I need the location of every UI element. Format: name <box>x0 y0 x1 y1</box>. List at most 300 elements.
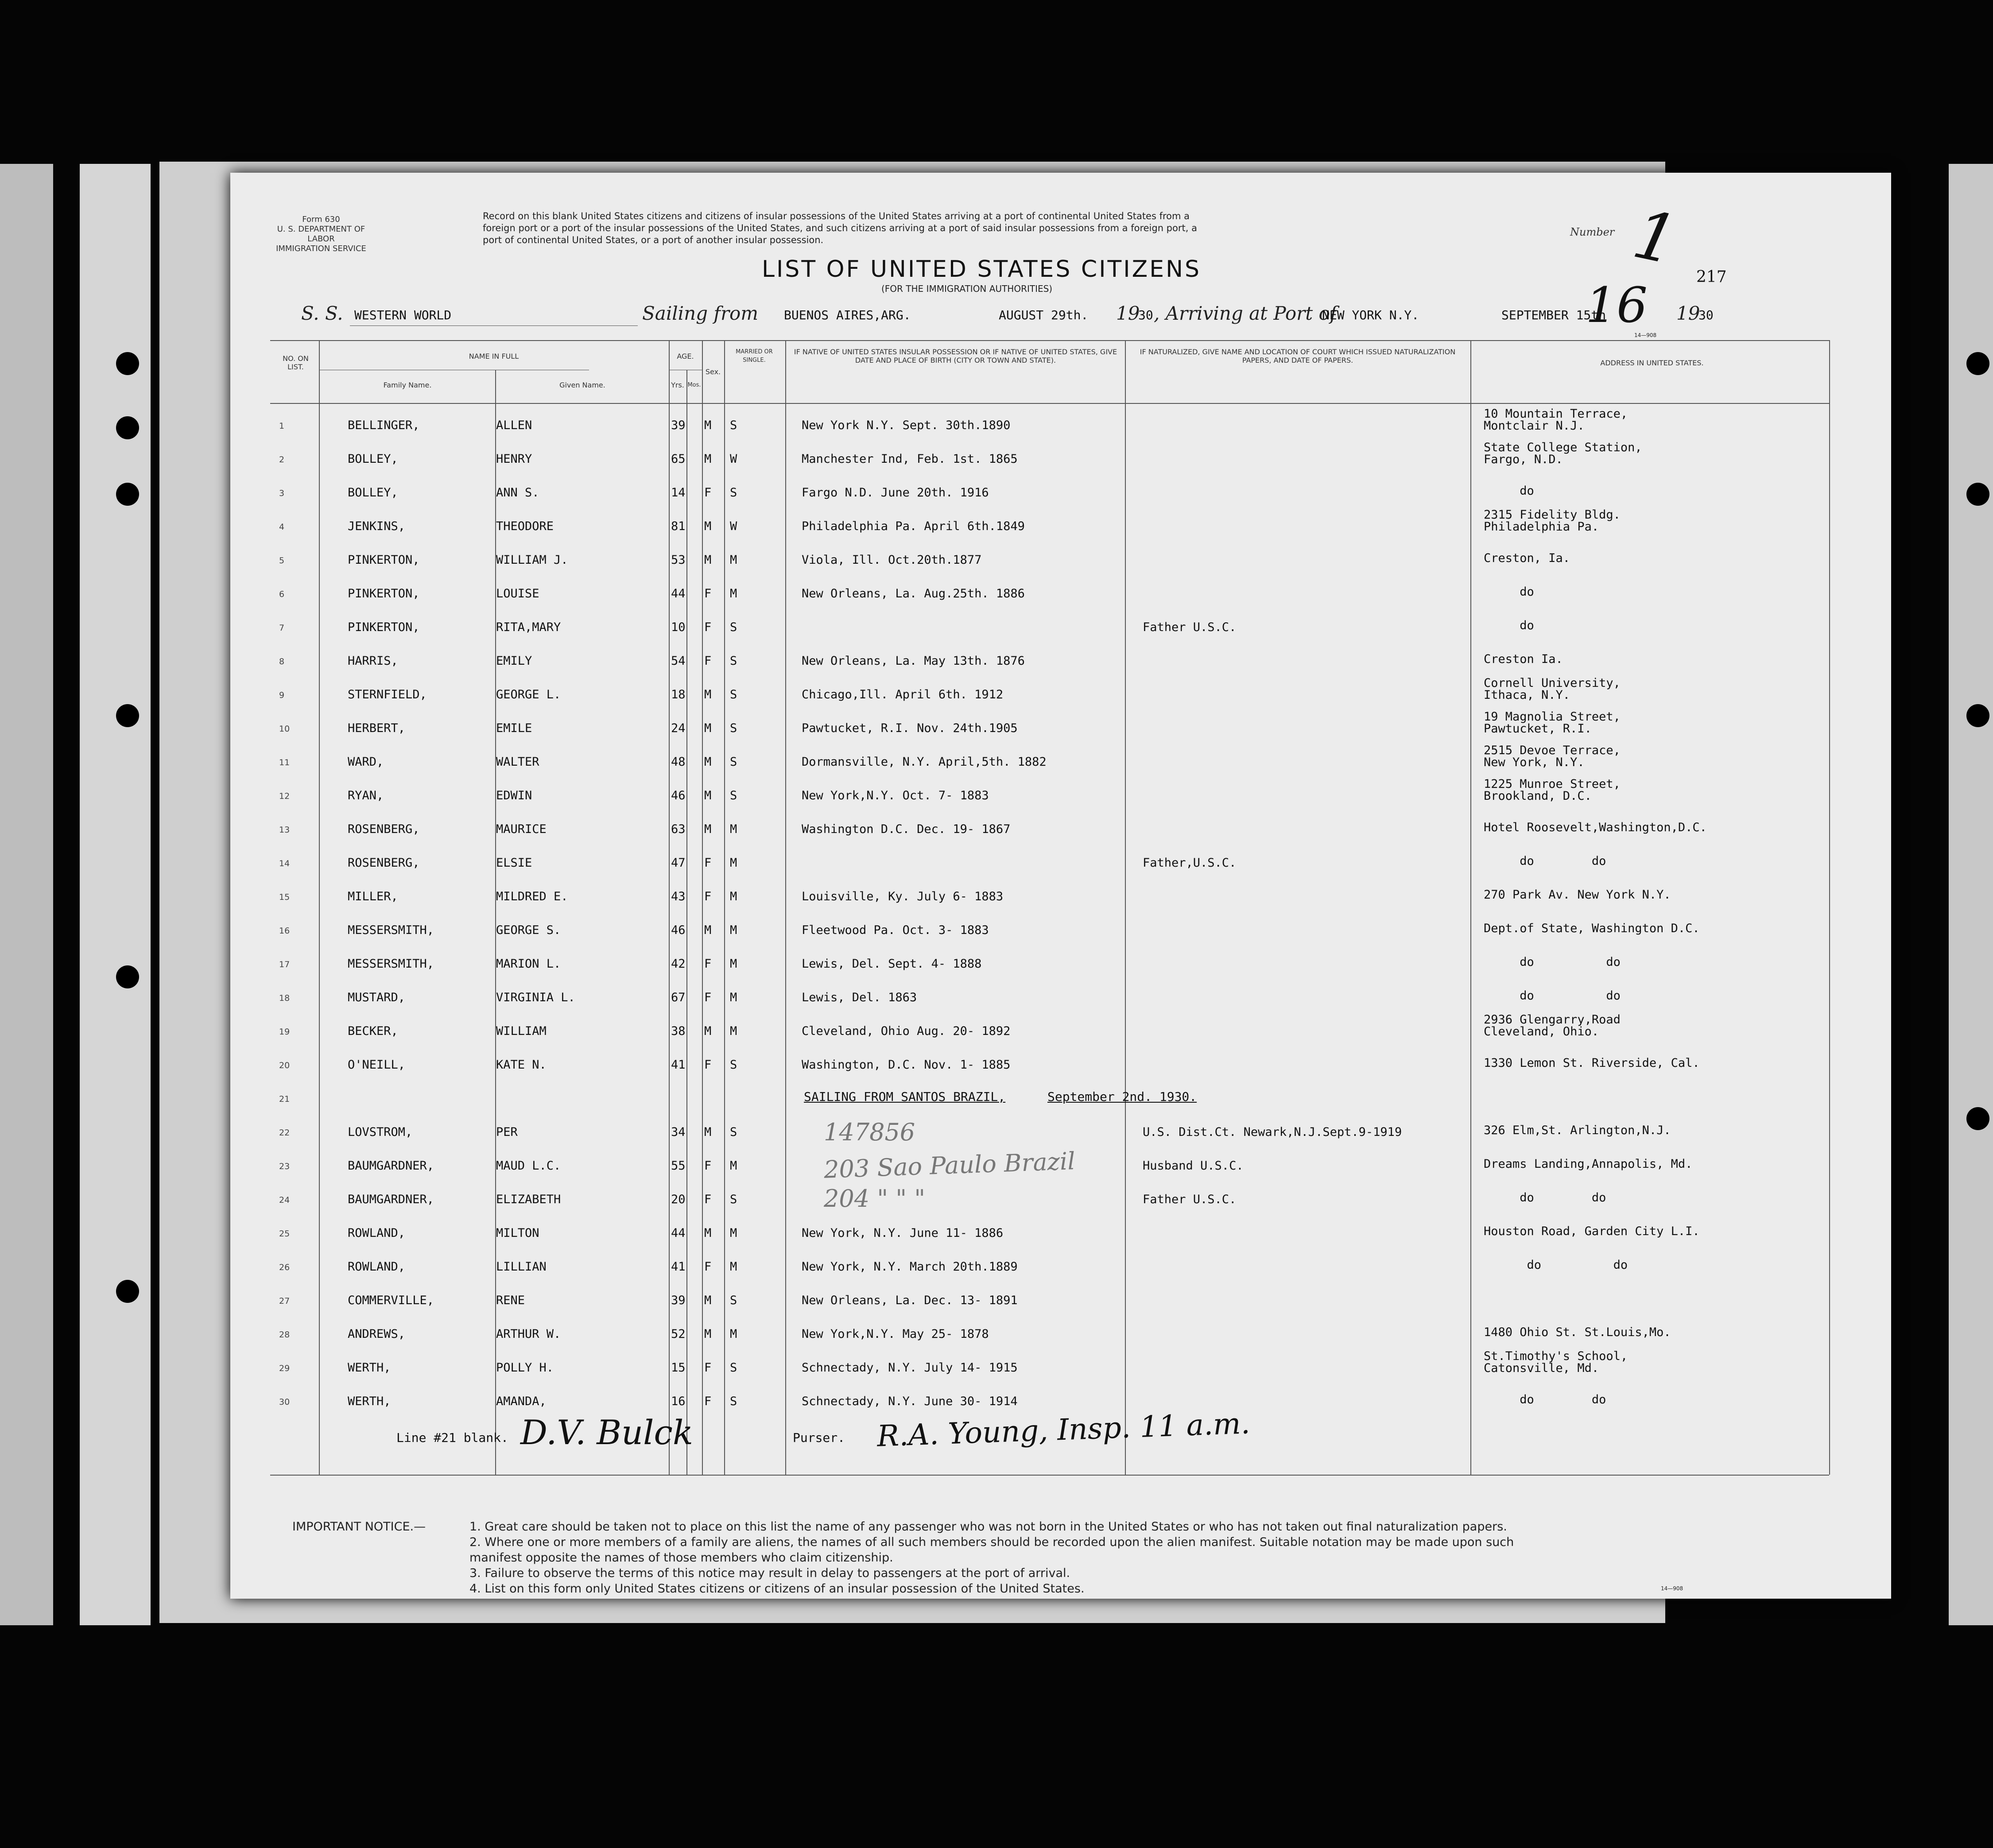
cell-ms: S <box>730 789 737 802</box>
punch-hole <box>116 1280 139 1303</box>
cell-birth: Cleveland, Ohio Aug. 20- 1892 <box>802 1024 1011 1038</box>
cell-family: PINKERTON, <box>348 620 420 634</box>
cell-no: 21 <box>279 1094 290 1104</box>
cell-yrs: 46 <box>671 923 686 937</box>
cell-ms: S <box>730 1058 737 1072</box>
cell-nat: Father U.S.C. <box>1143 620 1237 634</box>
notice-item: 2. Where one or more members of a family are aliens, the names of all such members should be recorded upon the alien manifest. Suitable notation may be made upon such <box>469 1535 1514 1549</box>
cell-birth: Schnectady, N.Y. July 14- 1915 <box>802 1361 1018 1375</box>
cell-ms: M <box>730 923 737 937</box>
cell-given: ANN S. <box>496 486 539 500</box>
table-row <box>230 616 1891 649</box>
manifest-page <box>230 173 1891 1599</box>
cell-yrs: 54 <box>671 654 686 668</box>
notice-item: 3. Failure to observe the terms of this notice may result in delay to passengers at the port of arrival. <box>469 1566 1070 1580</box>
cell-family: STERNFIELD, <box>348 688 427 701</box>
cell-family: BAUMGARDNER, <box>348 1193 434 1206</box>
cell-given: LOUISE <box>496 587 539 601</box>
notice-item: manifest opposite the names of those members who claim citizenship. <box>469 1551 893 1565</box>
table-row <box>230 441 1891 480</box>
cell-sex: M <box>704 1024 712 1038</box>
table-row <box>230 744 1891 783</box>
cell-addr: Dept.of State, Washington D.C. <box>1484 922 1700 935</box>
header-address: ADDRESS IN UNITED STATES. <box>1600 359 1704 367</box>
notice-items <box>469 1519 1865 1596</box>
cell-no: 20 <box>279 1061 290 1070</box>
cell-sex: F <box>704 1260 712 1274</box>
cell-given: MAUD L.C. <box>496 1159 561 1173</box>
cell-no: 18 <box>279 993 290 1003</box>
cell-no: 8 <box>279 657 285 666</box>
cell-given: MAURICE <box>496 822 547 836</box>
cell-no: 2 <box>279 455 285 465</box>
cell-addr: 1330 Lemon St. Riverside, Cal. <box>1484 1056 1700 1070</box>
cell-no: 17 <box>279 960 290 969</box>
cell-family: ROWLAND, <box>348 1226 406 1240</box>
cell-sex: F <box>704 1058 712 1072</box>
cell-yrs: 39 <box>671 418 686 432</box>
line21-blank-note: Line #21 blank. <box>396 1430 508 1445</box>
cell-yrs: 38 <box>671 1024 686 1038</box>
cell-birth: Manchester Ind, Feb. 1st. 1865 <box>802 452 1018 466</box>
cell-family: MESSERSMITH, <box>348 957 434 971</box>
table-row <box>230 1054 1891 1086</box>
cell-sex: F <box>704 957 712 971</box>
cell-sex: M <box>704 1125 712 1139</box>
cell-sex: F <box>704 654 712 668</box>
table-row <box>230 508 1891 548</box>
cell-addr: 1480 Ohio St. St.Louis,Mo. <box>1484 1325 1671 1339</box>
table-row <box>230 1188 1891 1221</box>
cell-sex: F <box>704 856 712 870</box>
cell-given: AMANDA, <box>496 1395 547 1408</box>
cell-addr: 19 Magnolia Street, Pawtucket, R.I. <box>1484 710 1621 736</box>
cell-ms: M <box>730 587 737 601</box>
cell-birth: Viola, Ill. Oct.20th.1877 <box>802 553 982 567</box>
cell-ms: M <box>730 822 737 836</box>
cell-given: HENRY <box>496 452 532 466</box>
cell-birth: New Orleans, La. May 13th. 1876 <box>802 654 1025 668</box>
table-row <box>230 1323 1891 1356</box>
cell-family: HARRIS, <box>348 654 398 668</box>
cell-birth: New York, N.Y. June 11- 1886 <box>802 1226 1004 1240</box>
cell-birth: Philadelphia Pa. April 6th.1849 <box>802 519 1025 533</box>
cell-yrs: 65 <box>671 452 686 466</box>
table-row <box>230 777 1891 817</box>
punch-hole <box>1966 1107 1989 1130</box>
adjacent-page-right <box>1949 164 1993 1625</box>
punch-hole <box>1966 483 1989 506</box>
cell-given: ELIZABETH <box>496 1193 561 1206</box>
cell-ms: M <box>730 957 737 971</box>
departure-date: AUGUST 29th. <box>999 308 1089 322</box>
cell-family: BAUMGARDNER, <box>348 1159 434 1173</box>
cell-ms: M <box>730 1327 737 1341</box>
cell-yrs: 52 <box>671 1327 686 1341</box>
cell-birth: New Orleans, La. Dec. 13- 1891 <box>802 1294 1018 1307</box>
handwritten-mark: 16 <box>1586 277 1648 333</box>
cell-addr: 270 Park Av. New York N.Y. <box>1484 888 1671 902</box>
cell-sex: F <box>704 1193 712 1206</box>
cell-no: 15 <box>279 892 290 902</box>
cell-birth: Fargo N.D. June 20th. 1916 <box>802 486 989 500</box>
year-prefix: 19 <box>1116 302 1140 324</box>
cell-addr: Creston Ia. <box>1484 652 1563 666</box>
cell-yrs: 41 <box>671 1260 686 1274</box>
cell-given: MARION L. <box>496 957 561 971</box>
handwritten-note-row23: 203 Sao Paulo Brazil <box>823 1147 1076 1184</box>
intro-line: foreign port or a port of the insular possessions of the United States, and such citizens arriving at a port of said insular possessions from a foreign port, a <box>483 223 1197 233</box>
notice-item: 1. Great care should be taken not to place on this list the name of any passenger who was not born in the United States or who has not taken out final naturalization papers. <box>469 1520 1507 1534</box>
cell-no: 22 <box>279 1128 290 1138</box>
cell-addr: Hotel Roosevelt,Washington,D.C. <box>1484 821 1707 834</box>
cell-yrs: 14 <box>671 486 686 500</box>
cell-no: 9 <box>279 690 285 700</box>
cell-given: ARTHUR W. <box>496 1327 561 1341</box>
ship-name: WESTERN WORLD <box>354 308 452 322</box>
cell-family: JENKINS, <box>348 519 406 533</box>
cell-sex: F <box>704 1159 712 1173</box>
header-age: AGE. <box>677 352 694 360</box>
ss-label: S. S. <box>301 302 343 324</box>
cell-ms: S <box>730 1395 737 1408</box>
cell-no: 28 <box>279 1330 290 1340</box>
cell-ms: M <box>730 991 737 1004</box>
cell-family: WARD, <box>348 755 384 769</box>
cell-nat: Husband U.S.C. <box>1143 1159 1244 1173</box>
cell-sex: M <box>704 688 712 701</box>
service-name: IMMIGRATION SERVICE <box>276 244 366 253</box>
cell-ms: W <box>730 452 737 466</box>
intro-text <box>483 210 1732 246</box>
cell-addr: do do <box>1484 955 1621 969</box>
cell-birth: Chicago,Ill. April 6th. 1912 <box>802 688 1004 701</box>
punch-hole <box>116 965 139 988</box>
table-bottom-rule <box>270 1475 1829 1476</box>
cell-birth: Louisville, Ky. July 6- 1883 <box>802 890 1004 903</box>
cell-yrs: 20 <box>671 1193 686 1206</box>
cell-family: PINKERTON, <box>348 553 420 567</box>
cell-family: BECKER, <box>348 1024 398 1038</box>
inspector-signature: R.A. Young, Insp. 11 a.m. <box>876 1406 1251 1453</box>
cell-birth: New York,N.Y. Oct. 7- 1883 <box>802 789 989 802</box>
cell-addr: 2515 Devoe Terrace, New York, N.Y. <box>1484 744 1621 769</box>
cell-sex: F <box>704 587 712 601</box>
cell-yrs: 43 <box>671 890 686 903</box>
intro-line: port of continental United States, or a port of another insular possession. <box>483 235 824 245</box>
cell-yrs: 18 <box>671 688 686 701</box>
cell-sex: M <box>704 418 712 432</box>
cell-given: WALTER <box>496 755 539 769</box>
cell-birth: Washington, D.C. Nov. 1- 1885 <box>802 1058 1011 1072</box>
departure-port: BUENOS AIRES,ARG. <box>784 308 911 322</box>
form-subtitle: (FOR THE IMMIGRATION AUTHORITIES) <box>881 283 1053 294</box>
cell-sex: M <box>704 923 712 937</box>
cell-yrs: 81 <box>671 519 686 533</box>
cell-birth: Fleetwood Pa. Oct. 3- 1883 <box>802 923 989 937</box>
cell-ms: M <box>730 890 737 903</box>
cell-addr: Cornell University, Ithaca, N.Y. <box>1484 676 1621 702</box>
cell-given: WILLIAM <box>496 1024 547 1038</box>
cell-ms: S <box>730 418 737 432</box>
cell-family: BOLLEY, <box>348 452 398 466</box>
table-row <box>230 919 1891 952</box>
cell-birth: Schnectady, N.Y. June 30- 1914 <box>802 1395 1018 1408</box>
cell-yrs: 34 <box>671 1125 686 1139</box>
cell-given: RITA,MARY <box>496 620 561 634</box>
handwritten-ticket-number: 147856 <box>824 1118 915 1146</box>
cell-no: 25 <box>279 1229 290 1239</box>
form-code: 14—908 <box>1634 332 1657 338</box>
purser-signature: D.V. Bulck <box>520 1413 694 1452</box>
cell-addr: do <box>1484 585 1534 599</box>
adjacent-page-left-inner <box>80 164 151 1625</box>
table-row <box>230 885 1891 918</box>
cell-no: 4 <box>279 522 285 532</box>
cell-addr: 2315 Fidelity Bldg. Philadelphia Pa. <box>1484 508 1621 534</box>
cell-no: 26 <box>279 1263 290 1272</box>
cell-ms: M <box>730 553 737 567</box>
cell-given: MILDRED E. <box>496 890 568 903</box>
cell-addr: State College Station, Fargo, N.D. <box>1484 441 1642 466</box>
cell-ms: S <box>730 654 737 668</box>
number-label: Number <box>1570 226 1615 238</box>
cell-yrs: 24 <box>671 721 686 735</box>
cell-ms: M <box>730 1024 737 1038</box>
cell-yrs: 63 <box>671 822 686 836</box>
table-top-rule <box>270 340 1829 341</box>
cell-family: MUSTARD, <box>348 991 406 1004</box>
cell-family: MESSERSMITH, <box>348 923 434 937</box>
cell-sex: M <box>704 519 712 533</box>
cell-nat: Father U.S.C. <box>1143 1193 1237 1206</box>
arriving-label: , Arriving at Port of <box>1154 302 1337 324</box>
departure-year: 30 <box>1138 308 1153 322</box>
cell-yrs: 46 <box>671 789 686 802</box>
punch-hole <box>1966 704 1989 727</box>
cell-birth: Lewis, Del. 1863 <box>802 991 917 1004</box>
cell-yrs: 67 <box>671 991 686 1004</box>
cell-no: 12 <box>279 791 290 801</box>
cell-family: O'NEILL, <box>348 1058 406 1072</box>
cell-ms: S <box>730 1193 737 1206</box>
cell-family: COMMERVILLE, <box>348 1294 434 1307</box>
cell-ms: S <box>730 688 737 701</box>
adjacent-page-left <box>0 164 53 1625</box>
cell-ms: S <box>730 1125 737 1139</box>
cell-no: 3 <box>279 488 285 498</box>
header-list-number: NO. ON LIST. <box>283 354 309 371</box>
santos-sailing-note: SAILING FROM SANTOS BRAZIL, <box>804 1089 1006 1104</box>
cell-addr: St.Timothy's School, Catonsville, Md. <box>1484 1349 1628 1375</box>
table-row <box>230 1349 1891 1389</box>
cell-given: EMILE <box>496 721 532 735</box>
list-number: 1 <box>1626 195 1684 280</box>
cell-family: BOLLEY, <box>348 486 398 500</box>
cell-family: LOVSTROM, <box>348 1125 413 1139</box>
cell-family: RYAN, <box>348 789 384 802</box>
cell-sex: F <box>704 991 712 1004</box>
form-title: LIST OF UNITED STATES CITIZENS <box>762 256 1202 283</box>
intro-line: Record on this blank United States citizens and citizens of insular possessions of the United States arriving at a port of continental United States from a <box>483 211 1190 221</box>
header-months: Mos. <box>687 382 701 388</box>
cell-sex: F <box>704 486 712 500</box>
punch-hole <box>1966 352 1989 375</box>
sailing-label: Sailing from <box>642 302 759 324</box>
table-row <box>230 1013 1891 1053</box>
cell-yrs: 15 <box>671 1361 686 1375</box>
cell-birth: New Orleans, La. Aug.25th. 1886 <box>802 587 1025 601</box>
table-row <box>230 1289 1891 1322</box>
cell-family: WERTH, <box>348 1395 391 1408</box>
cell-no: 6 <box>279 589 285 599</box>
cell-sex: F <box>704 1361 712 1375</box>
cell-no: 27 <box>279 1296 290 1306</box>
cell-addr: Houston Road, Garden City L.I. <box>1484 1224 1700 1238</box>
header-native-birth: IF NATIVE OF UNITED STATES INSULAR POSSESSION OR IF NATIVE OF UNITED STATES, GIVE DATE AND PLACE OF BIRTH (CITY OR TOWN AND STATE). <box>794 348 1117 364</box>
cell-sex: F <box>704 620 712 634</box>
header-bottom-rule <box>270 403 1829 404</box>
cell-ms: S <box>730 1294 737 1307</box>
cell-given: GEORGE S. <box>496 923 561 937</box>
cell-given: GEORGE L. <box>496 688 561 701</box>
cell-given: LILLIAN <box>496 1260 547 1274</box>
cell-yrs: 48 <box>671 755 686 769</box>
table-row <box>230 582 1891 615</box>
cell-addr: do do <box>1484 1191 1606 1205</box>
cell-given: MILTON <box>496 1226 539 1240</box>
cell-given: RENE <box>496 1294 525 1307</box>
cell-given: EDWIN <box>496 789 532 802</box>
header-naturalized: IF NATURALIZED, GIVE NAME AND LOCATION OF COURT WHICH ISSUED NATURALIZATION PAPERS, AND DATE OF PAPERS. <box>1140 348 1456 364</box>
rule <box>350 325 638 326</box>
cell-addr: Dreams Landing,Annapolis, Md. <box>1484 1157 1693 1171</box>
cell-yrs: 41 <box>671 1058 686 1072</box>
header-given-name: Given Name. <box>559 381 605 389</box>
cell-addr: do do <box>1484 854 1606 868</box>
cell-no: 10 <box>279 724 290 734</box>
santos-sailing-date: September 2nd. 1930. <box>1047 1089 1197 1104</box>
cell-addr: do do <box>1484 1258 1628 1272</box>
cell-ms: M <box>730 856 737 870</box>
punch-hole <box>116 704 139 727</box>
table-row <box>230 1255 1891 1288</box>
corner-code: 14—908 <box>1661 1585 1683 1592</box>
cell-sex: F <box>704 890 712 903</box>
table-row <box>230 481 1891 514</box>
cell-given: POLLY H. <box>496 1361 554 1375</box>
cell-no: 30 <box>279 1397 290 1407</box>
cell-given: WILLIAM J. <box>496 553 568 567</box>
cell-birth: Washington D.C. Dec. 19- 1867 <box>802 822 1011 836</box>
cell-sex: M <box>704 1327 712 1341</box>
cell-no: 13 <box>279 825 290 835</box>
cell-given: THEODORE <box>496 519 554 533</box>
cell-family: BELLINGER, <box>348 418 420 432</box>
punch-hole <box>116 483 139 506</box>
cell-nat: U.S. Dist.Ct. Newark,N.J.Sept.9-1919 <box>1143 1125 1402 1139</box>
cell-sex: M <box>704 721 712 735</box>
cell-no: 29 <box>279 1364 290 1373</box>
cell-addr: Creston, Ia. <box>1484 551 1570 565</box>
cell-no: 11 <box>279 758 290 767</box>
cell-addr: do do <box>1484 989 1621 1003</box>
table-row <box>230 986 1891 1019</box>
cell-addr: do do <box>1484 1393 1606 1406</box>
cell-no: 7 <box>279 623 285 633</box>
cell-ms: S <box>730 486 737 500</box>
cell-yrs: 42 <box>671 957 686 971</box>
cell-given: KATE N. <box>496 1058 547 1072</box>
cell-yrs: 44 <box>671 1226 686 1240</box>
cell-nat: Father,U.S.C. <box>1143 856 1237 870</box>
cell-birth: Lewis, Del. Sept. 4- 1888 <box>802 957 982 971</box>
cell-ms: M <box>730 1226 737 1240</box>
table-row <box>230 852 1891 884</box>
cell-yrs: 16 <box>671 1395 686 1408</box>
cell-family: ROSENBERG, <box>348 822 420 836</box>
cell-given: PER <box>496 1125 518 1139</box>
arrival-date: SEPTEMBER 15th <box>1501 308 1606 322</box>
cell-sex: M <box>704 789 712 802</box>
cell-family: ROSENBERG, <box>348 856 420 870</box>
cell-family: MILLER, <box>348 890 398 903</box>
cell-addr: 326 Elm,St. Arlington,N.J. <box>1484 1124 1671 1137</box>
purser-label: Purser. <box>793 1430 845 1445</box>
cell-addr: 1225 Munroe Street, Brookland, D.C. <box>1484 777 1621 803</box>
cell-no: 19 <box>279 1027 290 1037</box>
year-prefix: 19 <box>1676 302 1700 324</box>
handwritten-note-row24: 204 " " " <box>824 1185 926 1213</box>
cell-sex: M <box>704 822 712 836</box>
table-row <box>230 650 1891 682</box>
cell-no: 16 <box>279 926 290 936</box>
page-number: 217 <box>1696 268 1727 286</box>
cell-given: ELSIE <box>496 856 532 870</box>
cell-yrs: 53 <box>671 553 686 567</box>
cell-birth: New York N.Y. Sept. 30th.1890 <box>802 418 1011 432</box>
cell-family: ROWLAND, <box>348 1260 406 1274</box>
cell-sex: M <box>704 1294 712 1307</box>
cell-ms: S <box>730 620 737 634</box>
cell-ms: S <box>730 755 737 769</box>
cell-given: VIRGINIA L. <box>496 991 575 1004</box>
cell-birth: Pawtucket, R.I. Nov. 24th.1905 <box>802 721 1018 735</box>
cell-ms: W <box>730 519 737 533</box>
form-number: Form 630 <box>302 215 340 224</box>
cell-given: EMILY <box>496 654 532 668</box>
notice-item: 4. List on this form only United States citizens or citizens of an insular possession of the United States. <box>469 1582 1085 1596</box>
cell-sex: F <box>704 1395 712 1408</box>
header-family-name: Family Name. <box>383 381 432 389</box>
cell-ms: M <box>730 1260 737 1274</box>
punch-hole <box>116 416 139 439</box>
cell-addr: 2936 Glengarry,Road Cleveland, Ohio. <box>1484 1013 1621 1038</box>
cell-ms: S <box>730 721 737 735</box>
cell-sex: M <box>704 755 712 769</box>
header-years: Yrs. <box>671 381 684 389</box>
cell-sex: M <box>704 553 712 567</box>
form-reference <box>270 215 372 254</box>
header-married-single: MARRIED OR SINGLE. <box>736 349 773 364</box>
table-row <box>230 710 1891 750</box>
table-row <box>230 953 1891 985</box>
cell-family: HERBERT, <box>348 721 406 735</box>
cell-no: 14 <box>279 859 290 868</box>
table-row <box>230 549 1891 581</box>
cell-birth: Dormansville, N.Y. April,5th. 1882 <box>802 755 1047 769</box>
cell-birth: New York, N.Y. March 20th.1889 <box>802 1260 1018 1274</box>
